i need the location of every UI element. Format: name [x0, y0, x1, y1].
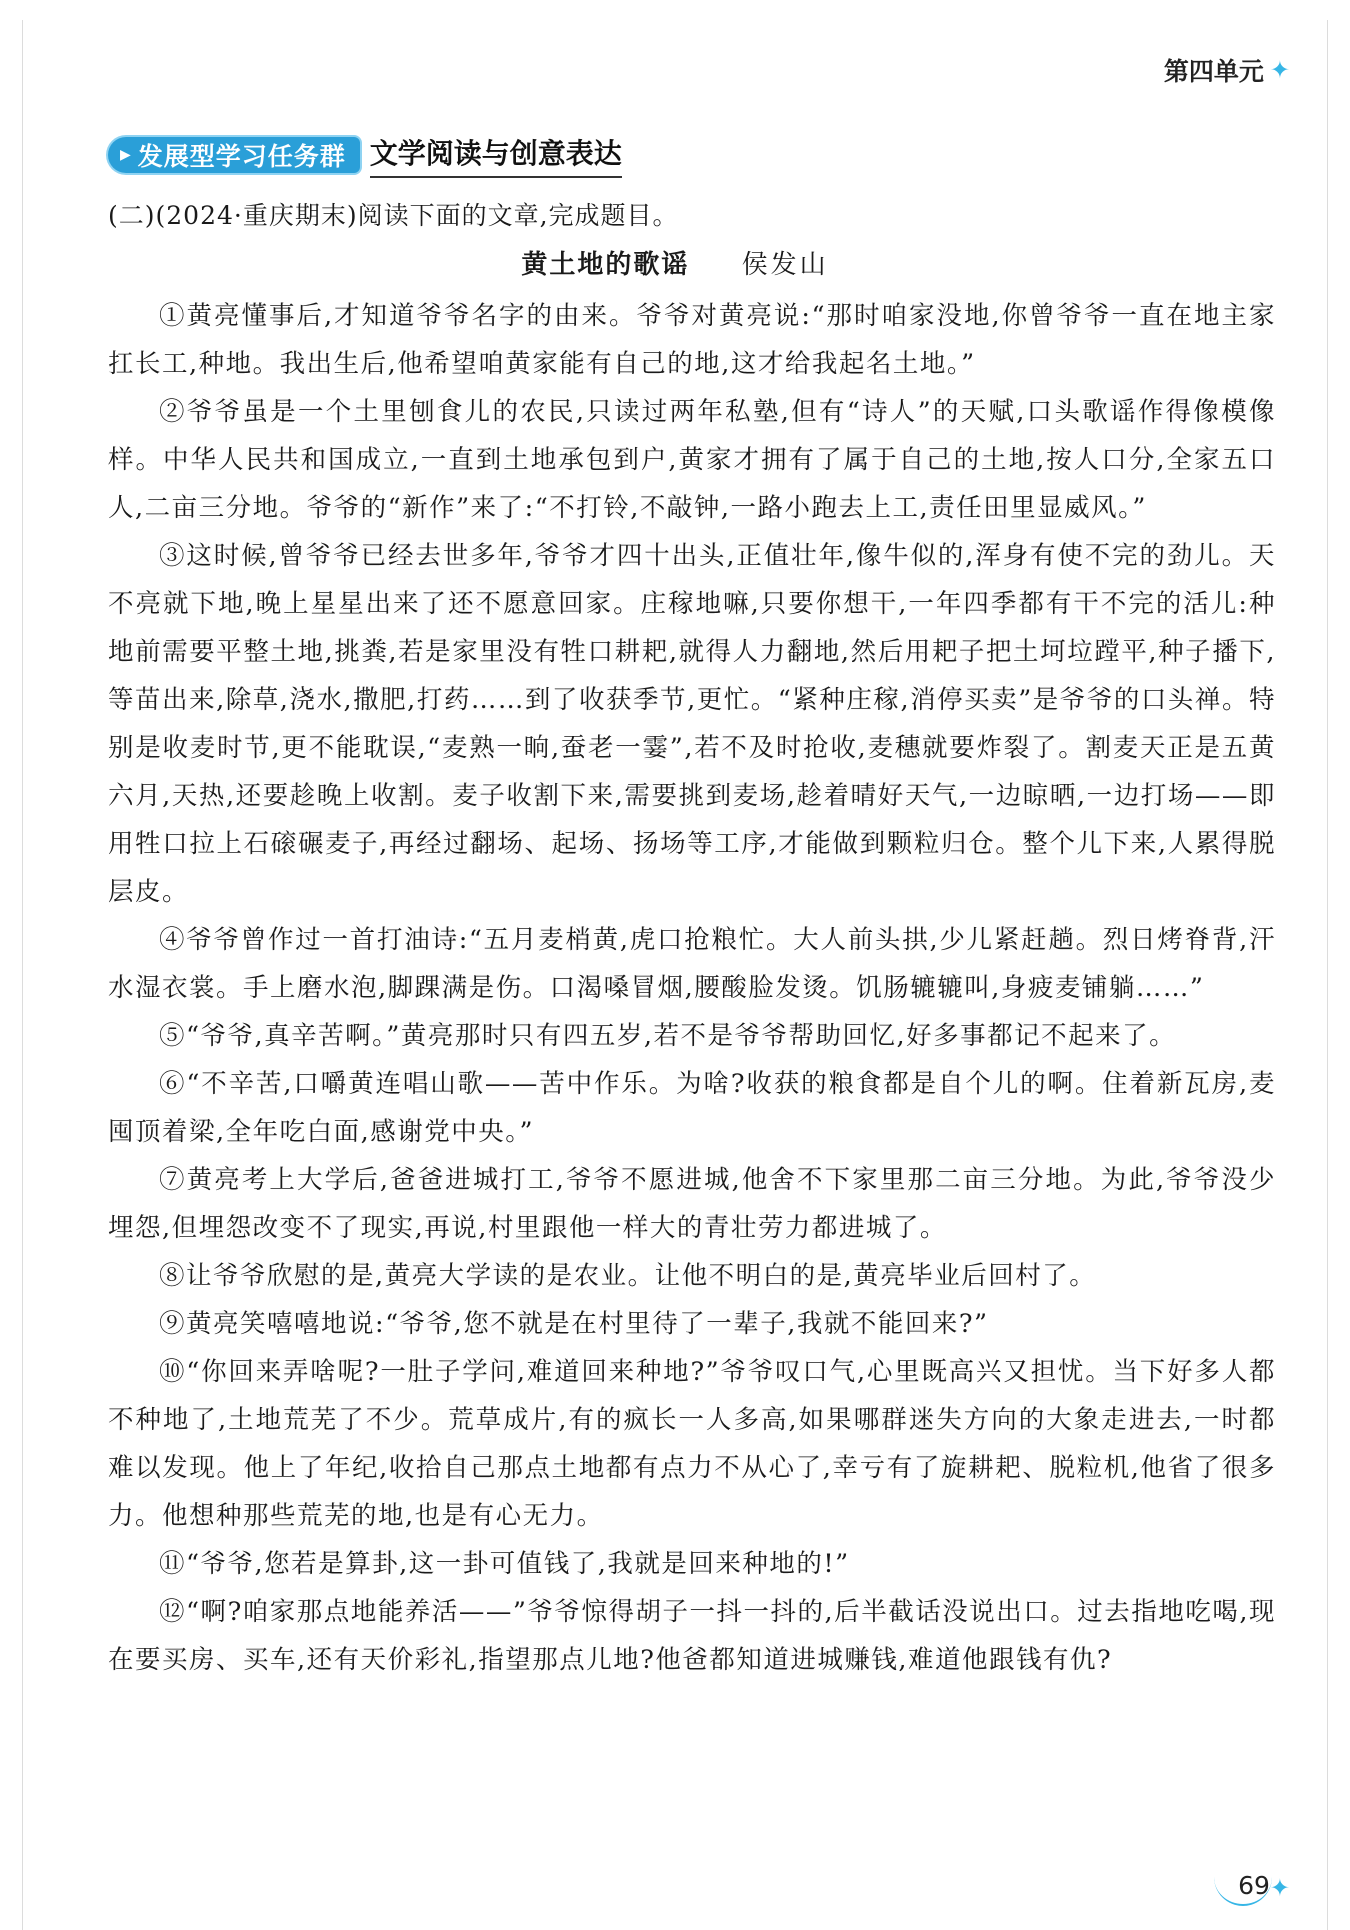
- page-number-decoration: [1214, 1876, 1272, 1906]
- sparkle-icon: ✦: [1269, 56, 1290, 84]
- article-heading: [0, 244, 1350, 281]
- page-number-text: 69: [1238, 1871, 1270, 1900]
- paragraph: ⑪“爷爷,您若是算卦,这一卦可值钱了,我就是回来种地的!”: [159, 1549, 850, 1579]
- article-author: 侯发山: [741, 250, 829, 280]
- paragraph: ⑫“啊?咱家那点地能养活——”爷爷惊得胡子一抖一抖的,后半截话没说出口。过去指地吃喝,现在要买房、买车,还有天价彩礼,指望那点儿地?他爸都知道进城赚钱,难道他跟钱有仇?: [108, 1597, 1276, 1675]
- paragraph: ①黄亮懂事后,才知道爷爷名字的由来。爷爷对黄亮说:“那时咱家没地,你曾爷爷一直在地主家扛长工,种地。我出生后,他希望咱黄家能有自己的地,这才给我起名土地。”: [108, 301, 1276, 379]
- reading-instruction: (二)(2024·重庆期末)阅读下面的文章,完成题目。: [108, 201, 679, 230]
- page-number: [1238, 1871, 1290, 1900]
- article-body: [108, 292, 1276, 1684]
- task-badge: [108, 137, 360, 173]
- task-title: 文学阅读与创意表达: [370, 132, 622, 178]
- paragraph: ③这时候,曾爷爷已经去世多年,爷爷才四十出头,正值壮年,像牛似的,浑身有使不完的劲儿。天不亮就下地,晚上星星出来了还不愿意回家。庄稼地嘛,只要你想干,一年四季都有干不完的活儿:种地前需要平整土地,挑粪,若是家里没有牲口耕耙,就得人力翻地,然后用耙子把土坷垃蹚平,种子播下,等苗出来,除草,浇水,撒肥,打药……到了收获季节,更忙。“紧种庄稼,消停买卖”是爷爷的口头禅。特别是收麦时节,更不能耽误,“麦熟一晌,蚕老一霎”,若不及时抢收,麦穗就要炸裂了。割麦天正是五黄六月,天热,还要趁晚上收割。麦子收割下来,需要挑到麦场,趁着晴好天气,一边晾晒,一边打场——即用牲口拉上石磙碾麦子,再经过翻场、起场、扬场等工序,才能做到颗粒归仓。整个儿下来,人累得脱层皮。: [108, 541, 1276, 907]
- sparkle-icon: ✦: [1269, 1874, 1290, 1902]
- paragraph: ⑦黄亮考上大学后,爸爸进城打工,爷爷不愿进城,他舍不下家里那二亩三分地。为此,爷爷没少埋怨,但埋怨改变不了现实,再说,村里跟他一样大的青壮劳力都进城了。: [108, 1165, 1276, 1243]
- unit-label: [1164, 52, 1290, 88]
- article-title: 黄土地的歌谣: [521, 250, 690, 280]
- task-badge-label: 发展型学习任务群: [137, 142, 346, 171]
- paragraph: ⑤“爷爷,真辛苦啊。”黄亮那时只有四五岁,若不是爷爷帮助回忆,好多事都记不起来了。: [159, 1021, 1177, 1051]
- paragraph: ⑩“你回来弄啥呢?一肚子学问,难道回来种地?”爷爷叹口气,心里既高兴又担忧。当下好多人都不种地了,土地荒芜了不少。荒草成片,有的疯长一人多高,如果哪群迷失方向的大象走进去,一时都难以发现。他上了年纪,收拾自己那点土地都有点力不从心了,幸亏有了旋耕耙、脱粒机,他省了很多力。他想种那些荒芜的地,也是有心无力。: [108, 1357, 1276, 1531]
- paragraph: ⑨黄亮笑嘻嘻地说:“爷爷,您不就是在村里待了一辈子,我就不能回来?”: [159, 1309, 989, 1339]
- task-group-heading: [108, 132, 622, 178]
- paragraph: ⑧让爷爷欣慰的是,黄亮大学读的是农业。让他不明白的是,黄亮毕业后回村了。: [159, 1261, 1097, 1291]
- triangle-icon: ▶: [120, 147, 132, 163]
- paragraph: ④爷爷曾作过一首打油诗:“五月麦梢黄,虎口抢粮忙。大人前头拱,少儿紧赶趟。烈日烤脊背,汗水湿衣裳。手上磨水泡,脚踝满是伤。口渴嗓冒烟,腰酸脸发烫。饥肠辘辘叫,身疲麦铺躺……”: [108, 925, 1276, 1003]
- paragraph: ②爷爷虽是一个土里刨食儿的农民,只读过两年私塾,但有“诗人”的天赋,口头歌谣作得像模像样。中华人民共和国成立,一直到土地承包到户,黄家才拥有了属于自己的土地,按人口分,全家五口人,二亩三分地。爷爷的“新作”来了:“不打铃,不敲钟,一路小跑去上工,责任田里显威风。”: [108, 397, 1276, 523]
- paragraph: ⑥“不辛苦,口嚼黄连唱山歌——苦中作乐。为啥?收获的粮食都是自个儿的啊。住着新瓦房,麦囤顶着梁,全年吃白面,感谢党中央。”: [108, 1069, 1276, 1147]
- unit-title: 第四单元: [1163, 57, 1264, 86]
